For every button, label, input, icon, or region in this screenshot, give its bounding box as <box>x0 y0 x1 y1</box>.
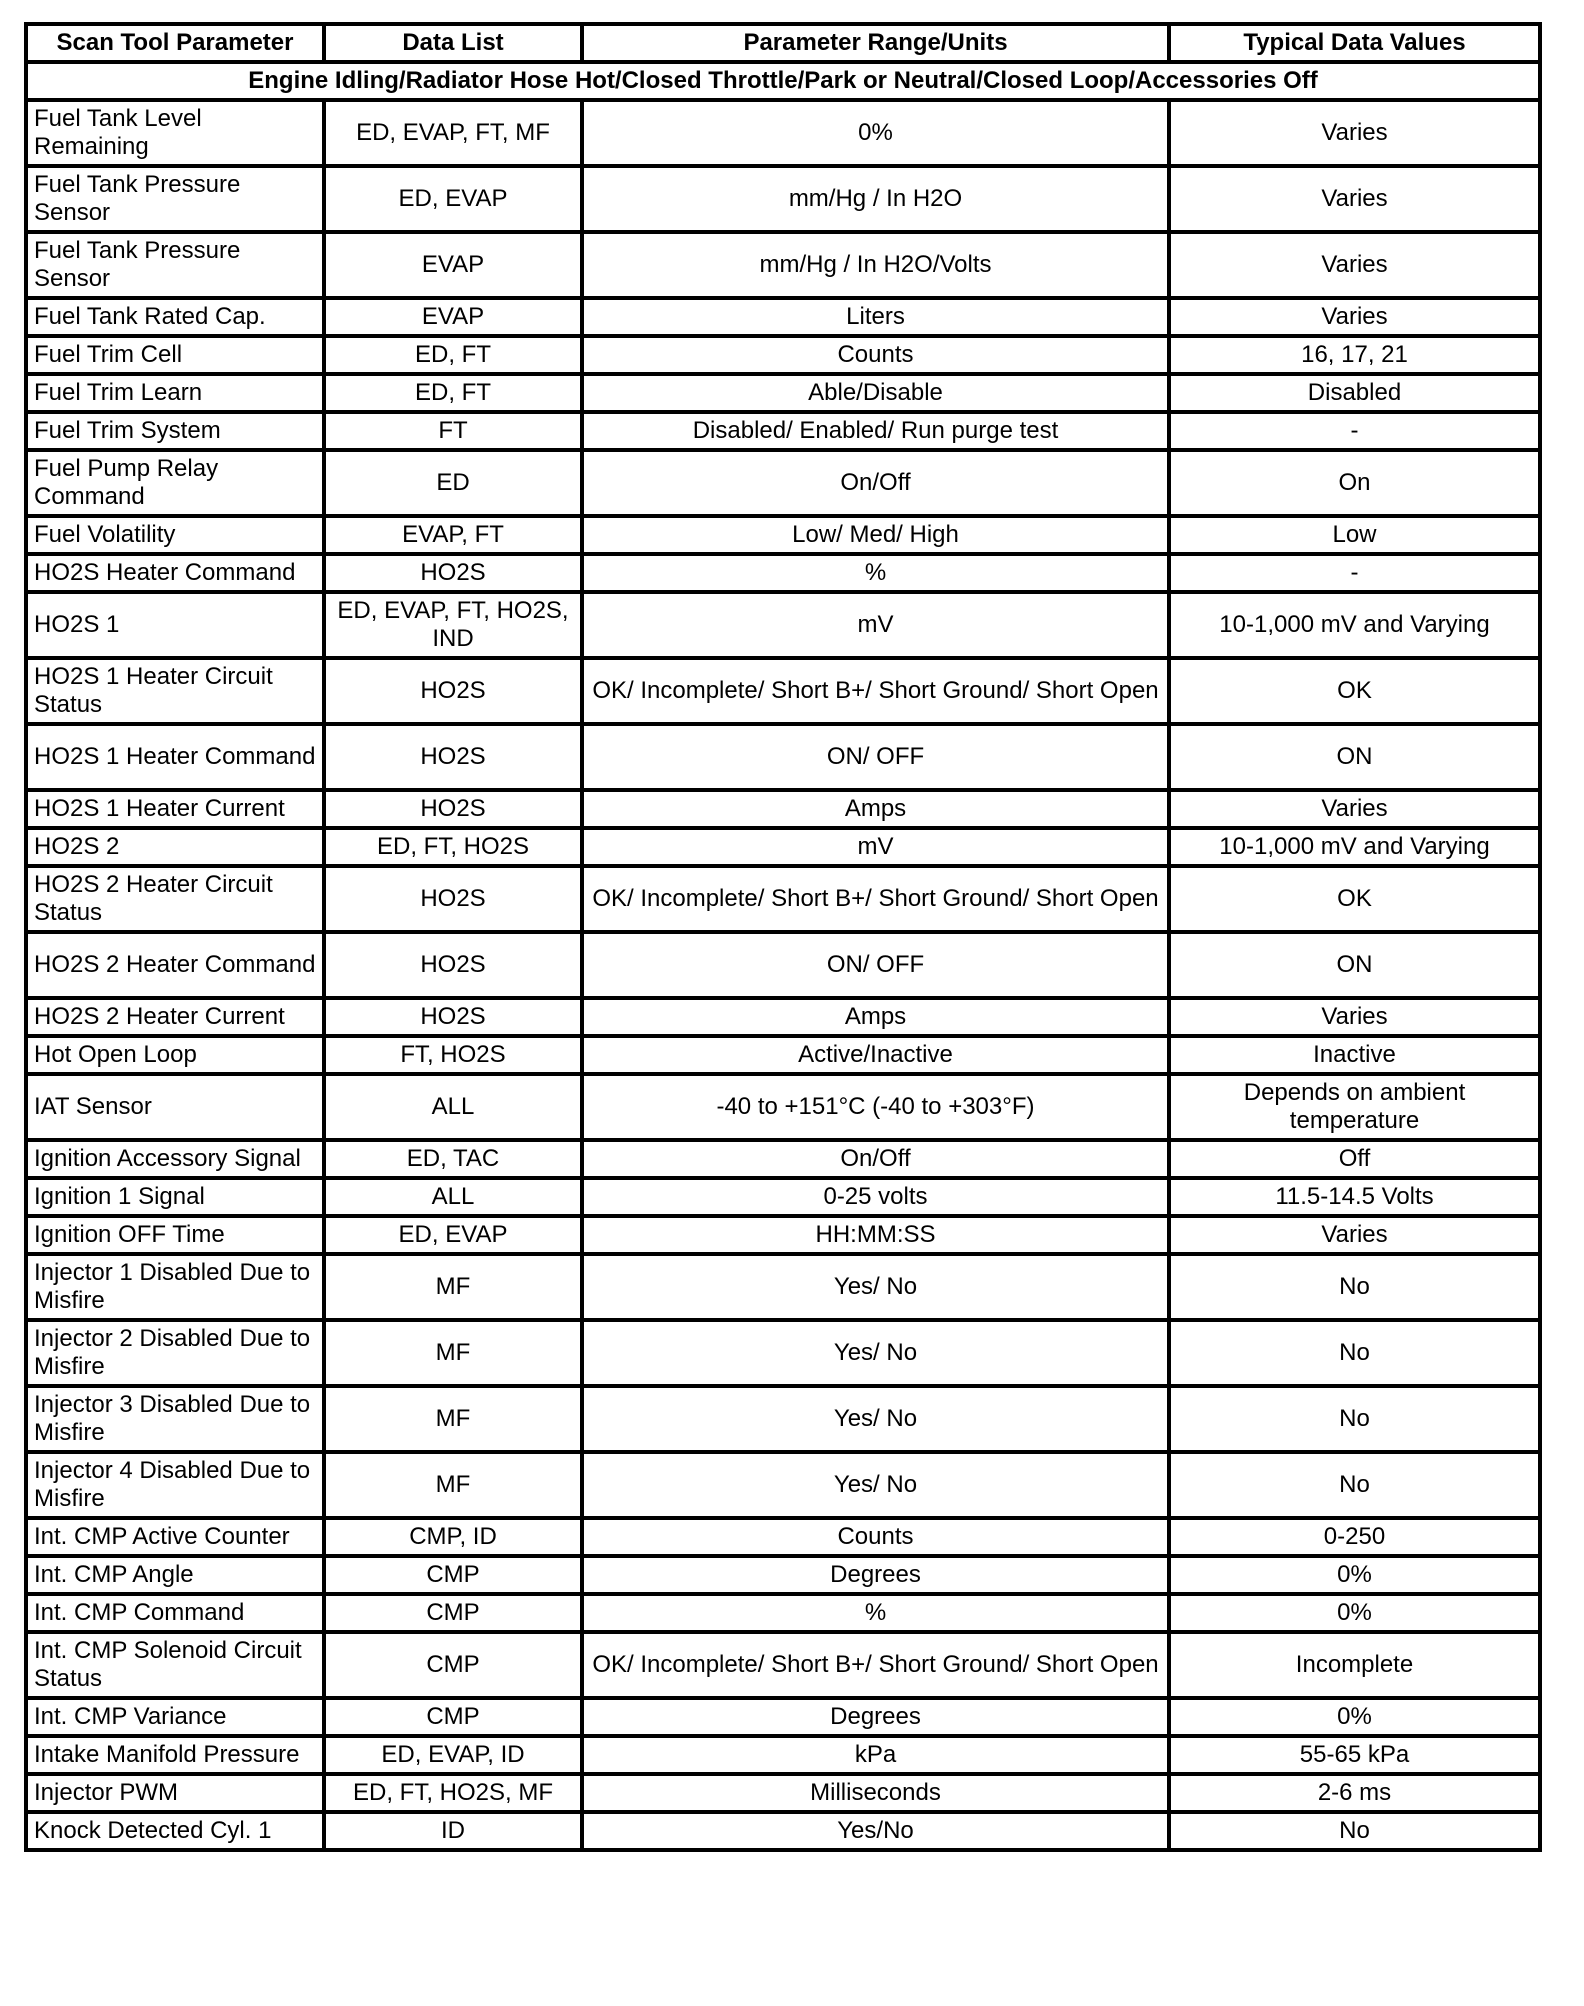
cell-scan-tool-parameter: HO2S Heater Command <box>26 554 324 592</box>
cell-scan-tool-parameter: HO2S 1 Heater Command <box>26 724 324 790</box>
cell-parameter-range-units: Amps <box>582 998 1169 1036</box>
cell-parameter-range-units: Active/Inactive <box>582 1036 1169 1074</box>
cell-data-list: CMP <box>324 1556 582 1594</box>
cell-scan-tool-parameter: Int. CMP Active Counter <box>26 1518 324 1556</box>
table-row <box>26 932 1540 998</box>
cell-typical-data-values: - <box>1169 554 1540 592</box>
cell-data-list: CMP <box>324 1632 582 1698</box>
cell-typical-data-values: 0% <box>1169 1698 1540 1736</box>
cell-typical-data-values: No <box>1169 1812 1540 1850</box>
cell-typical-data-values: Varies <box>1169 998 1540 1036</box>
cell-typical-data-values: 0% <box>1169 1594 1540 1632</box>
cell-scan-tool-parameter: Fuel Trim Cell <box>26 336 324 374</box>
table-row <box>26 166 1540 232</box>
table-row <box>26 298 1540 336</box>
cell-typical-data-values: ON <box>1169 932 1540 998</box>
cell-scan-tool-parameter: Ignition 1 Signal <box>26 1178 324 1216</box>
table-row <box>26 1736 1540 1774</box>
scan-tool-data-page <box>24 22 1538 1852</box>
cell-data-list: FT, HO2S <box>324 1036 582 1074</box>
table-row <box>26 1254 1540 1320</box>
table-row <box>26 1632 1540 1698</box>
cell-scan-tool-parameter: Fuel Tank Rated Cap. <box>26 298 324 336</box>
cell-scan-tool-parameter: Intake Manifold Pressure <box>26 1736 324 1774</box>
cell-parameter-range-units: 0-25 volts <box>582 1178 1169 1216</box>
table-header-row <box>26 24 1540 62</box>
table-row <box>26 450 1540 516</box>
cell-typical-data-values: Varies <box>1169 100 1540 166</box>
cell-data-list: ED, EVAP <box>324 1216 582 1254</box>
cell-typical-data-values: On <box>1169 450 1540 516</box>
cell-scan-tool-parameter: Injector 2 Disabled Due to Misfire <box>26 1320 324 1386</box>
table-row <box>26 1774 1540 1812</box>
cell-parameter-range-units: On/Off <box>582 1140 1169 1178</box>
cell-typical-data-values: Incomplete <box>1169 1632 1540 1698</box>
cell-parameter-range-units: OK/ Incomplete/ Short B+/ Short Ground/ Short Open <box>582 1632 1169 1698</box>
cell-parameter-range-units: Yes/ No <box>582 1386 1169 1452</box>
cell-typical-data-values: 16, 17, 21 <box>1169 336 1540 374</box>
cell-typical-data-values: 55-65 kPa <box>1169 1736 1540 1774</box>
cell-data-list: HO2S <box>324 790 582 828</box>
cell-data-list: ALL <box>324 1074 582 1140</box>
table-row <box>26 592 1540 658</box>
cell-parameter-range-units: Able/Disable <box>582 374 1169 412</box>
table-row <box>26 1178 1540 1216</box>
cell-scan-tool-parameter: Fuel Volatility <box>26 516 324 554</box>
cell-scan-tool-parameter: HO2S 1 Heater Circuit Status <box>26 658 324 724</box>
scan-tool-data-table <box>24 22 1542 1852</box>
cell-scan-tool-parameter: HO2S 2 Heater Circuit Status <box>26 866 324 932</box>
cell-data-list: CMP <box>324 1698 582 1736</box>
cell-typical-data-values: OK <box>1169 866 1540 932</box>
cell-parameter-range-units: Disabled/ Enabled/ Run purge test <box>582 412 1169 450</box>
cell-data-list: ED, FT, HO2S <box>324 828 582 866</box>
cell-scan-tool-parameter: Injector 3 Disabled Due to Misfire <box>26 1386 324 1452</box>
cell-typical-data-values: 10-1,000 mV and Varying <box>1169 828 1540 866</box>
header-parameter-range-units: Parameter Range/Units <box>582 24 1169 62</box>
header-typical-data-values: Typical Data Values <box>1169 24 1540 62</box>
operating-condition: Engine Idling/Radiator Hose Hot/Closed Throttle/Park or Neutral/Closed Loop/Accessories Off <box>26 62 1540 100</box>
cell-parameter-range-units: Amps <box>582 790 1169 828</box>
cell-parameter-range-units: Counts <box>582 1518 1169 1556</box>
cell-typical-data-values: Low <box>1169 516 1540 554</box>
cell-data-list: HO2S <box>324 658 582 724</box>
cell-parameter-range-units: Low/ Med/ High <box>582 516 1169 554</box>
table-row <box>26 1320 1540 1386</box>
table-row <box>26 554 1540 592</box>
cell-scan-tool-parameter: Ignition OFF Time <box>26 1216 324 1254</box>
table-row <box>26 232 1540 298</box>
cell-typical-data-values: No <box>1169 1254 1540 1320</box>
condition-row <box>26 62 1540 100</box>
cell-scan-tool-parameter: Injector PWM <box>26 1774 324 1812</box>
cell-parameter-range-units: kPa <box>582 1736 1169 1774</box>
cell-data-list: ED, EVAP, FT, MF <box>324 100 582 166</box>
cell-data-list: MF <box>324 1386 582 1452</box>
cell-parameter-range-units: OK/ Incomplete/ Short B+/ Short Ground/ Short Open <box>582 658 1169 724</box>
cell-typical-data-values: 2-6 ms <box>1169 1774 1540 1812</box>
cell-typical-data-values: Off <box>1169 1140 1540 1178</box>
header-data-list: Data List <box>324 24 582 62</box>
cell-scan-tool-parameter: Int. CMP Angle <box>26 1556 324 1594</box>
table-row <box>26 998 1540 1036</box>
table-row <box>26 412 1540 450</box>
cell-data-list: ED, FT, HO2S, MF <box>324 1774 582 1812</box>
cell-parameter-range-units: On/Off <box>582 450 1169 516</box>
table-row <box>26 790 1540 828</box>
table-row <box>26 1698 1540 1736</box>
table-row <box>26 374 1540 412</box>
cell-data-list: MF <box>324 1320 582 1386</box>
cell-typical-data-values: 0% <box>1169 1556 1540 1594</box>
table-row <box>26 1386 1540 1452</box>
cell-typical-data-values: Disabled <box>1169 374 1540 412</box>
cell-parameter-range-units: ON/ OFF <box>582 724 1169 790</box>
cell-typical-data-values: ON <box>1169 724 1540 790</box>
cell-scan-tool-parameter: Injector 4 Disabled Due to Misfire <box>26 1452 324 1518</box>
cell-data-list: FT <box>324 412 582 450</box>
cell-data-list: HO2S <box>324 866 582 932</box>
cell-typical-data-values: 0-250 <box>1169 1518 1540 1556</box>
cell-data-list: CMP <box>324 1594 582 1632</box>
cell-data-list: ED, TAC <box>324 1140 582 1178</box>
cell-data-list: ED, EVAP <box>324 166 582 232</box>
cell-data-list: HO2S <box>324 554 582 592</box>
cell-scan-tool-parameter: Hot Open Loop <box>26 1036 324 1074</box>
cell-parameter-range-units: 0% <box>582 100 1169 166</box>
table-row <box>26 724 1540 790</box>
cell-parameter-range-units: Yes/ No <box>582 1254 1169 1320</box>
cell-data-list: CMP, ID <box>324 1518 582 1556</box>
table-row <box>26 1556 1540 1594</box>
cell-scan-tool-parameter: HO2S 2 <box>26 828 324 866</box>
cell-parameter-range-units: -40 to +151°C (-40 to +303°F) <box>582 1074 1169 1140</box>
cell-scan-tool-parameter: Int. CMP Variance <box>26 1698 324 1736</box>
cell-scan-tool-parameter: HO2S 2 Heater Current <box>26 998 324 1036</box>
cell-data-list: EVAP <box>324 232 582 298</box>
cell-parameter-range-units: % <box>582 554 1169 592</box>
cell-data-list: EVAP, FT <box>324 516 582 554</box>
table-row <box>26 1216 1540 1254</box>
cell-typical-data-values: Varies <box>1169 166 1540 232</box>
cell-typical-data-values: Varies <box>1169 232 1540 298</box>
cell-data-list: MF <box>324 1452 582 1518</box>
cell-scan-tool-parameter: Fuel Tank Pressure Sensor <box>26 232 324 298</box>
cell-typical-data-values: - <box>1169 412 1540 450</box>
cell-typical-data-values: Depends on ambient temperature <box>1169 1074 1540 1140</box>
table-row <box>26 1036 1540 1074</box>
cell-scan-tool-parameter: IAT Sensor <box>26 1074 324 1140</box>
cell-data-list: HO2S <box>324 998 582 1036</box>
table-row <box>26 100 1540 166</box>
cell-parameter-range-units: mm/Hg / In H2O/Volts <box>582 232 1169 298</box>
cell-scan-tool-parameter: HO2S 1 <box>26 592 324 658</box>
cell-data-list: ED, EVAP, FT, HO2S, IND <box>324 592 582 658</box>
cell-scan-tool-parameter: Fuel Tank Level Remaining <box>26 100 324 166</box>
cell-parameter-range-units: Degrees <box>582 1556 1169 1594</box>
table-row <box>26 1812 1540 1850</box>
cell-parameter-range-units: Degrees <box>582 1698 1169 1736</box>
table-row <box>26 1140 1540 1178</box>
cell-scan-tool-parameter: Int. CMP Command <box>26 1594 324 1632</box>
cell-typical-data-values: Varies <box>1169 1216 1540 1254</box>
table-row <box>26 1074 1540 1140</box>
cell-typical-data-values: No <box>1169 1386 1540 1452</box>
cell-scan-tool-parameter: Ignition Accessory Signal <box>26 1140 324 1178</box>
cell-scan-tool-parameter: HO2S 2 Heater Command <box>26 932 324 998</box>
cell-scan-tool-parameter: HO2S 1 Heater Current <box>26 790 324 828</box>
cell-typical-data-values: Inactive <box>1169 1036 1540 1074</box>
cell-scan-tool-parameter: Fuel Trim Learn <box>26 374 324 412</box>
cell-data-list: EVAP <box>324 298 582 336</box>
cell-data-list: HO2S <box>324 724 582 790</box>
cell-scan-tool-parameter: Injector 1 Disabled Due to Misfire <box>26 1254 324 1320</box>
table-row <box>26 1518 1540 1556</box>
cell-parameter-range-units: Yes/No <box>582 1812 1169 1850</box>
table-row <box>26 828 1540 866</box>
cell-scan-tool-parameter: Knock Detected Cyl. 1 <box>26 1812 324 1850</box>
cell-scan-tool-parameter: Fuel Trim System <box>26 412 324 450</box>
cell-typical-data-values: 11.5-14.5 Volts <box>1169 1178 1540 1216</box>
table-row <box>26 1452 1540 1518</box>
cell-typical-data-values: Varies <box>1169 790 1540 828</box>
cell-data-list: ED, FT <box>324 336 582 374</box>
cell-scan-tool-parameter: Int. CMP Solenoid Circuit Status <box>26 1632 324 1698</box>
header-scan-tool-parameter: Scan Tool Parameter <box>26 24 324 62</box>
cell-data-list: ED <box>324 450 582 516</box>
cell-data-list: ED, EVAP, ID <box>324 1736 582 1774</box>
table-row <box>26 1594 1540 1632</box>
table-row <box>26 658 1540 724</box>
table-body <box>26 62 1540 1850</box>
table-row <box>26 516 1540 554</box>
cell-parameter-range-units: mV <box>582 592 1169 658</box>
cell-data-list: ED, FT <box>324 374 582 412</box>
cell-scan-tool-parameter: Fuel Tank Pressure Sensor <box>26 166 324 232</box>
cell-typical-data-values: No <box>1169 1320 1540 1386</box>
cell-parameter-range-units: mm/Hg / In H2O <box>582 166 1169 232</box>
cell-parameter-range-units: Yes/ No <box>582 1320 1169 1386</box>
cell-parameter-range-units: % <box>582 1594 1169 1632</box>
cell-typical-data-values: OK <box>1169 658 1540 724</box>
cell-data-list: ID <box>324 1812 582 1850</box>
cell-parameter-range-units: Counts <box>582 336 1169 374</box>
cell-typical-data-values: 10-1,000 mV and Varying <box>1169 592 1540 658</box>
cell-parameter-range-units: Liters <box>582 298 1169 336</box>
table-row <box>26 866 1540 932</box>
cell-data-list: HO2S <box>324 932 582 998</box>
cell-parameter-range-units: OK/ Incomplete/ Short B+/ Short Ground/ Short Open <box>582 866 1169 932</box>
cell-parameter-range-units: ON/ OFF <box>582 932 1169 998</box>
cell-parameter-range-units: mV <box>582 828 1169 866</box>
table-row <box>26 336 1540 374</box>
cell-data-list: ALL <box>324 1178 582 1216</box>
cell-parameter-range-units: Yes/ No <box>582 1452 1169 1518</box>
cell-parameter-range-units: Milliseconds <box>582 1774 1169 1812</box>
cell-parameter-range-units: HH:MM:SS <box>582 1216 1169 1254</box>
cell-scan-tool-parameter: Fuel Pump Relay Command <box>26 450 324 516</box>
cell-typical-data-values: No <box>1169 1452 1540 1518</box>
cell-data-list: MF <box>324 1254 582 1320</box>
cell-typical-data-values: Varies <box>1169 298 1540 336</box>
